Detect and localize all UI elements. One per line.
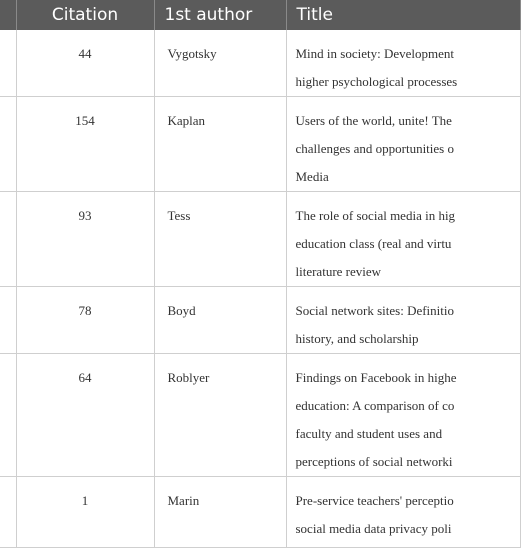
title-line: social media data privacy poli: [295, 521, 452, 536]
title-line: education: A comparison of co: [295, 398, 455, 413]
title-line: perceptions of social networki: [295, 454, 453, 469]
title-line: Mind in society: Development: [295, 46, 455, 61]
author-cell: Roblyer: [154, 354, 286, 477]
title-line: literature review: [295, 264, 382, 279]
title-line: challenges and opportunities o: [295, 141, 454, 156]
citation-cell: 154: [16, 97, 154, 192]
rank-cell: [0, 287, 16, 354]
header-rank: [0, 0, 16, 30]
title-cell: [286, 192, 520, 287]
citation-cell: 44: [16, 30, 154, 97]
header-first-author: 1st author: [154, 0, 286, 30]
title-line: education class (real and virtu: [295, 236, 452, 251]
title-line: Users of the world, unite! The: [295, 113, 452, 128]
rank-cell: [0, 192, 16, 287]
title-line: Social network sites: Definitio: [295, 303, 455, 318]
title-cell: [286, 477, 520, 548]
author-cell: Boyd: [154, 287, 286, 354]
title-cell: [286, 287, 520, 354]
rank-cell: [0, 30, 16, 97]
title-line: The role of social media in hig: [295, 208, 456, 223]
rank-cell: [0, 97, 16, 192]
table-header: [0, 0, 520, 30]
table-row: [0, 192, 520, 287]
title-line: Findings on Facebook in highe: [295, 370, 457, 385]
title-line: faculty and student uses and: [295, 426, 443, 441]
title-line: higher psychological processes: [295, 74, 458, 89]
title-line: Pre-service teachers' perceptio: [295, 493, 454, 508]
table-row: [0, 287, 520, 354]
author-cell: Marin: [154, 477, 286, 548]
header-row: [0, 0, 520, 30]
header-title: Title: [286, 0, 520, 30]
citation-cell: 1: [16, 477, 154, 548]
citation-cell: 78: [16, 287, 154, 354]
rank-cell: [0, 477, 16, 548]
citation-cell: 64: [16, 354, 154, 477]
title-line: history, and scholarship: [295, 331, 419, 346]
table-row: [0, 30, 520, 97]
header-citation: Citation: [16, 0, 154, 30]
table-row: [0, 97, 520, 192]
title-cell: [286, 30, 520, 97]
author-cell: Tess: [154, 192, 286, 287]
table-row: [0, 354, 520, 477]
author-cell: Vygotsky: [154, 30, 286, 97]
table-row: [0, 477, 520, 548]
title-cell: [286, 97, 520, 192]
citation-cell: 93: [16, 192, 154, 287]
title-line: Media: [295, 169, 329, 184]
author-cell: Kaplan: [154, 97, 286, 192]
title-cell: [286, 354, 520, 477]
rank-cell: [0, 354, 16, 477]
table-body: [0, 30, 520, 548]
